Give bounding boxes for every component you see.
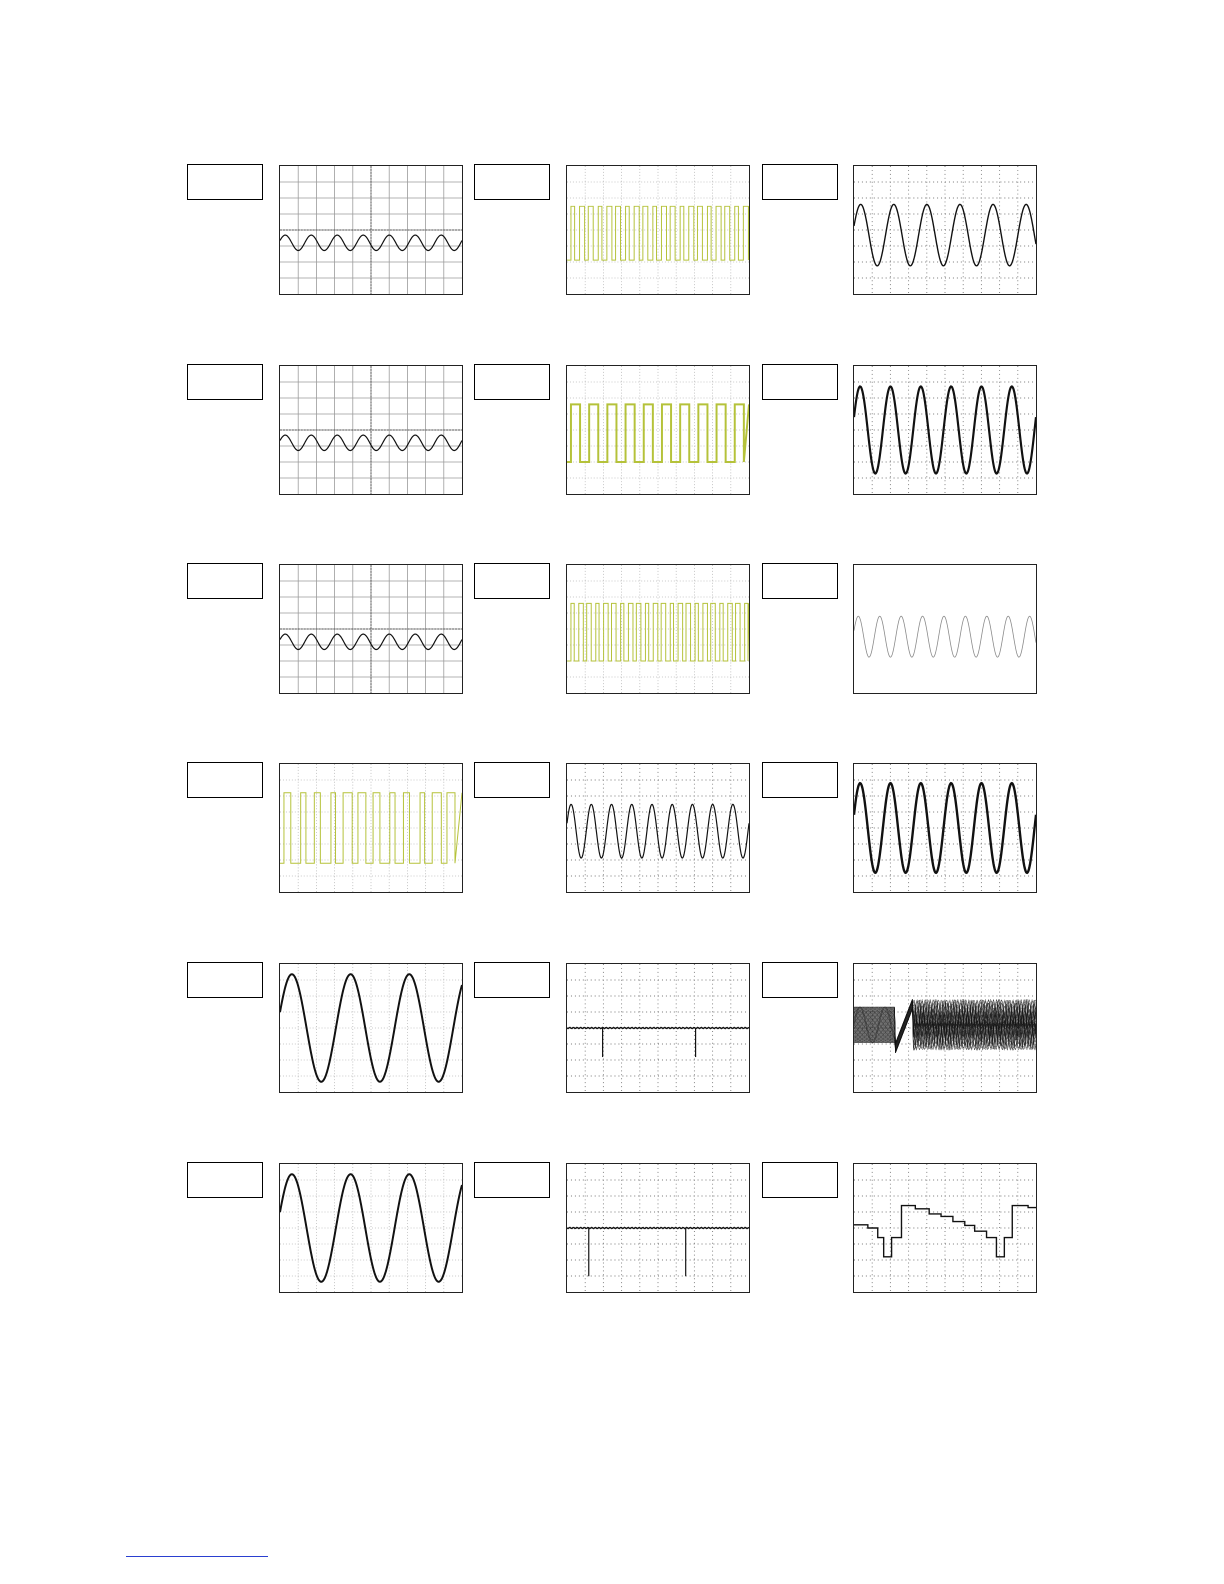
oscilloscope-screen	[853, 763, 1037, 893]
scope-grid	[854, 1164, 1036, 1292]
scope-plot	[280, 764, 462, 892]
scope-label-box	[474, 762, 550, 798]
oscilloscope-screen	[279, 165, 463, 295]
oscilloscope-screen	[279, 1163, 463, 1293]
scope-label-box	[474, 962, 550, 998]
waveform-trace	[854, 616, 1036, 657]
oscilloscope-screen	[279, 564, 463, 694]
scope-label-box	[762, 962, 838, 998]
scope-plot	[280, 565, 462, 693]
scope-label-box	[187, 1162, 263, 1198]
scope-plot	[567, 366, 749, 494]
scope-plot	[854, 764, 1036, 892]
scope-plot	[854, 1164, 1036, 1292]
scope-grid	[280, 166, 462, 294]
scope-plot	[567, 166, 749, 294]
scope-label-box	[762, 164, 838, 200]
scope-label-box	[762, 1162, 838, 1198]
scope-label-box	[474, 1162, 550, 1198]
scope-label-box	[187, 563, 263, 599]
oscilloscope-screen	[853, 564, 1037, 694]
scope-label-box	[474, 164, 550, 200]
scope-plot	[280, 1164, 462, 1292]
oscilloscope-screen	[853, 1163, 1037, 1293]
scope-grid	[854, 366, 1036, 494]
oscilloscope-screen	[566, 365, 750, 495]
scope-label-box	[474, 364, 550, 400]
waveform-trace	[567, 404, 749, 462]
oscilloscope-screen	[279, 963, 463, 1093]
scope-plot	[854, 366, 1036, 494]
oscilloscope-screen	[853, 165, 1037, 295]
scope-label-box	[474, 563, 550, 599]
scope-plot	[567, 565, 749, 693]
scope-plot	[854, 166, 1036, 294]
oscilloscope-screen	[853, 365, 1037, 495]
scope-grid	[280, 366, 462, 494]
scope-plot	[567, 1164, 749, 1292]
oscilloscope-screen	[566, 165, 750, 295]
scope-label-box	[762, 563, 838, 599]
scope-plot	[854, 964, 1036, 1092]
oscilloscope-screen	[566, 763, 750, 893]
scope-plot	[567, 964, 749, 1092]
oscilloscope-screen	[279, 365, 463, 495]
scope-label-box	[187, 962, 263, 998]
scope-plot	[567, 764, 749, 892]
scope-grid	[854, 764, 1036, 892]
oscilloscope-screen	[279, 763, 463, 893]
scope-plot	[854, 565, 1036, 693]
oscilloscope-screen	[566, 564, 750, 694]
scope-grid	[280, 565, 462, 693]
scope-label-box	[187, 164, 263, 200]
scope-grid	[280, 764, 462, 892]
scope-label-box	[187, 364, 263, 400]
scope-label-box	[762, 762, 838, 798]
scope-plot	[280, 366, 462, 494]
scope-grid	[567, 366, 749, 494]
scope-grid	[567, 166, 749, 294]
oscilloscope-screen	[566, 963, 750, 1093]
scope-plot	[280, 166, 462, 294]
scope-label-box	[762, 364, 838, 400]
scope-label-box	[187, 762, 263, 798]
oscilloscope-screen	[566, 1163, 750, 1293]
scope-plot	[280, 964, 462, 1092]
footer-link-underline[interactable]	[126, 1556, 268, 1557]
oscilloscope-screen	[853, 963, 1037, 1093]
scope-grid	[567, 764, 749, 892]
scope-grid	[854, 166, 1036, 294]
waveform-trace	[567, 603, 749, 661]
